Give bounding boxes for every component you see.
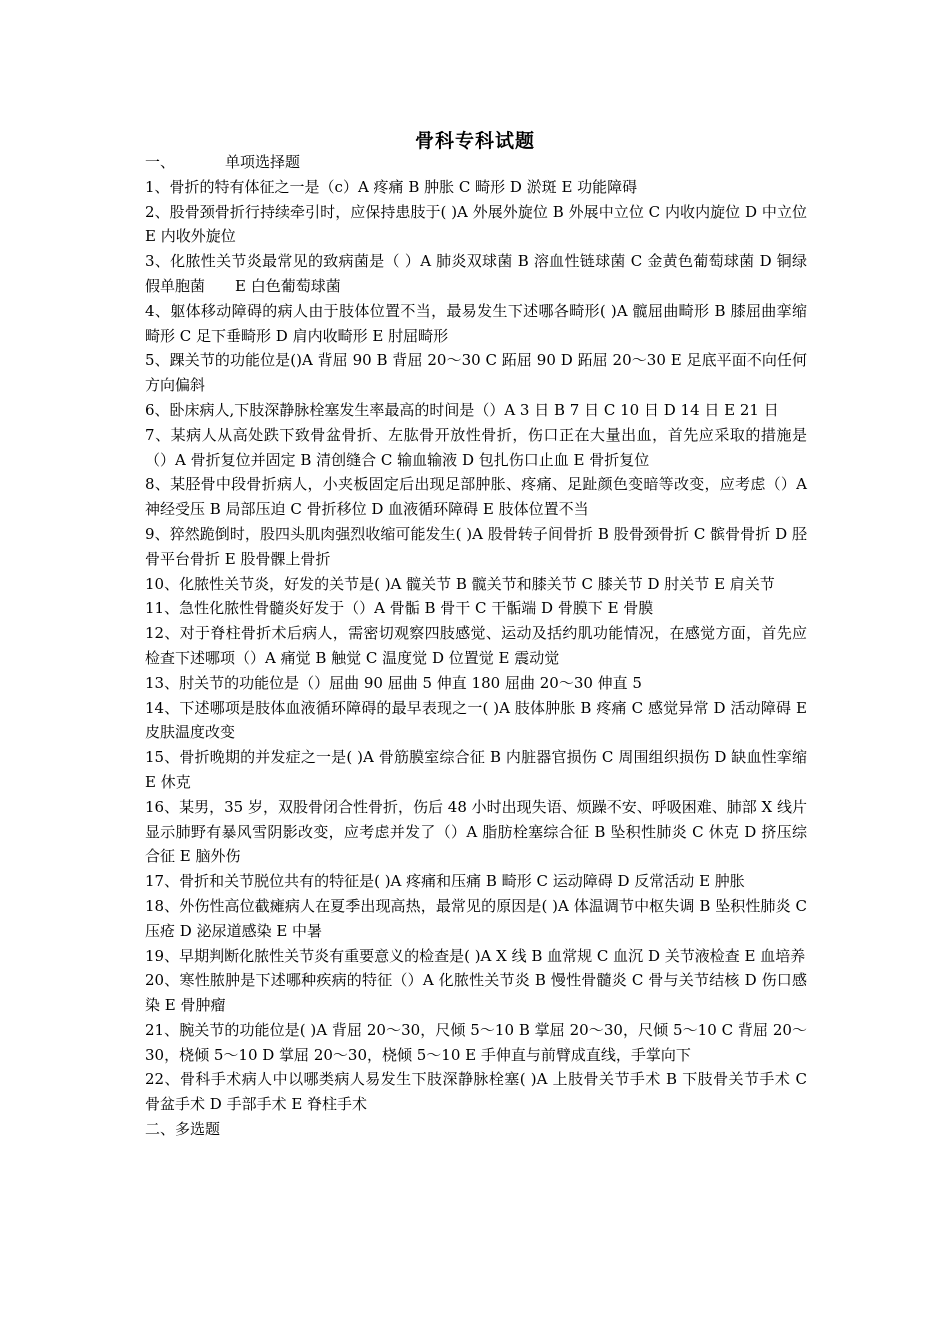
question-item: 18、外伤性高位截瘫病人在夏季出现高热，最常见的原因是( )A 体温调节中枢失调 B 坠积性肺炎 C 压疮 D 泌尿道感染 E 中暑 bbox=[145, 896, 807, 940]
question-item: 17、骨折和关节脱位共有的特征是( )A 疼痛和压痛 B 畸形 C 运动障碍 D 反常活动 E 肿胀 bbox=[145, 872, 745, 891]
section-number: 二、 bbox=[145, 1120, 176, 1139]
question-item: 6、卧床病人,下肢深静脉栓塞发生率最高的时间是（）A 3 日 B 7 日 C 10 日 D 14 日 E 21 日 bbox=[145, 400, 779, 419]
document-title: 骨科专科试题 bbox=[414, 130, 535, 152]
section-number: 一、 bbox=[145, 153, 176, 171]
question-item: 9、猝然跪倒时，股四头肌肉强烈收缩可能发生( )A 股骨转子间骨折 B 股骨颈骨折 C 髌骨骨折 D 胫骨平台骨折 E 股骨髁上骨折 bbox=[145, 524, 807, 568]
question-item: 20、寒性脓肿是下述哪种疾病的特征（）A 化脓性关节炎 B 慢性骨髓炎 C 骨与关节结核 D 伤口感染 E 骨肿瘤 bbox=[145, 971, 807, 1015]
question-item: 2、股骨颈骨折行持续牵引时，应保持患肢于( )A 外展外旋位 B 外展中立位 C 内收内旋位 D 中立位 E 内收外旋位 bbox=[145, 202, 807, 246]
question-item: 22、骨科手术病人中以哪类病人易发生下肢深静脉栓塞( )A 上肢骨关节手术 B 下肢骨关节手术 C 骨盆手术 D 手部手术 E 脊柱手术 bbox=[145, 1070, 807, 1114]
question-item: 3、化脓性关节炎最常见的致病菌是（ ）A 肺炎双球菌 B 溶血性链球菌 C 金黄色葡萄球菌 D 铜绿假单胞菌 E 白色葡萄球菌 bbox=[145, 252, 807, 295]
question-item: 5、踝关节的功能位是()A 背屈 90 B 背屈 20～30 C 跖屈 90 D 跖屈 20～30 E 足底平面不向任何方向偏斜 bbox=[145, 351, 807, 395]
question-item: 11、急性化脓性骨髓炎好发于（）A 骨骺 B 骨干 C 干骺端 D 骨膜下 E 骨膜 bbox=[145, 599, 654, 618]
section-heading-multiple-choice bbox=[145, 1117, 807, 1142]
section-heading-single-choice bbox=[145, 150, 807, 175]
question-item: 12、对于脊柱骨折术后病人，需密切观察四肢感觉、运动及括约肌功能情况，在感觉方面，首先应检查下述哪项（）A 痛觉 B 触觉 C 温度觉 D 位置觉 E 震动觉 bbox=[145, 624, 807, 667]
question-item: 14、下述哪项是肢体血液循环障碍的最早表现之一( )A 肢体肿胀 B 疼痛 C 感觉异常 D 活动障碍 E 皮肤温度改变 bbox=[145, 698, 807, 742]
question-item: 21、腕关节的功能位是( )A 背屈 20～30，尺倾 5～10 B 掌屈 20～30，尺倾 5～10 C 背屈 20～30，桡倾 5～10 D 掌屈 20～30，桡倾 5～10 E 手伸直与前臂成直线，手掌向下 bbox=[145, 1020, 807, 1064]
question-item: 10、化脓性关节炎，好发的关节是( )A 髋关节 B 髋关节和膝关节 C 膝关节 D 肘关节 E 肩关节 bbox=[145, 574, 775, 593]
question-item: 13、肘关节的功能位是（）屈曲 90 屈曲 5 伸直 180 屈曲 20～30 伸直 5 bbox=[145, 673, 642, 692]
section-label: 单项选择题 bbox=[225, 153, 301, 171]
question-item: 7、某病人从高处跌下致骨盆骨折、左肱骨开放性骨折，伤口正在大量出血，首先应采取的措施是（）A 骨折复位并固定 B 清创缝合 C 输血输液 D 包扎伤口止血 E 骨折复位 bbox=[145, 425, 807, 469]
question-item: 8、某胫骨中段骨折病人，小夹板固定后出现足部肿胀、疼痛、足趾颜色变暗等改变，应考虑（）A 神经受压 B 局部压迫 C 骨折移位 D 血液循环障碍 E 肢体位置不当 bbox=[145, 475, 807, 519]
question-item: 1、骨折的特有体征之一是（c）A 疼痛 B 肿胀 C 畸形 D 淤斑 E 功能障碍 bbox=[145, 177, 638, 196]
question-item: 19、早期判断化脓性关节炎有重要意义的检查是( )A X 线 B 血常规 C 血沉 D 关节液检查 E 血培养 bbox=[145, 946, 806, 965]
question-item: 15、骨折晚期的并发症之一是( )A 骨筋膜室综合征 B 内脏器官损伤 C 周围组织损伤 D 缺血性挛缩 E 休克 bbox=[145, 748, 807, 791]
document-body bbox=[145, 150, 807, 1142]
section-label: 多选题 bbox=[175, 1120, 221, 1139]
question-list bbox=[145, 175, 807, 1117]
question-item: 16、某男，35 岁，双股骨闭合性骨折，伤后 48 小时出现失语、烦躁不安、呼吸困难、肺部 X 线片显示肺野有暴风雪阴影改变，应考虑并发了（）A 脂肪栓塞综合征 B 坠积性肺炎 C 休克 D 挤压综合征 E 脑外伤 bbox=[145, 797, 807, 866]
question-item: 4、躯体移动障碍的病人由于肢体位置不当，最易发生下述哪各畸形( )A 髋屈曲畸形 B 膝屈曲挛缩畸形 C 足下垂畸形 D 肩内收畸形 E 肘屈畸形 bbox=[145, 301, 807, 345]
